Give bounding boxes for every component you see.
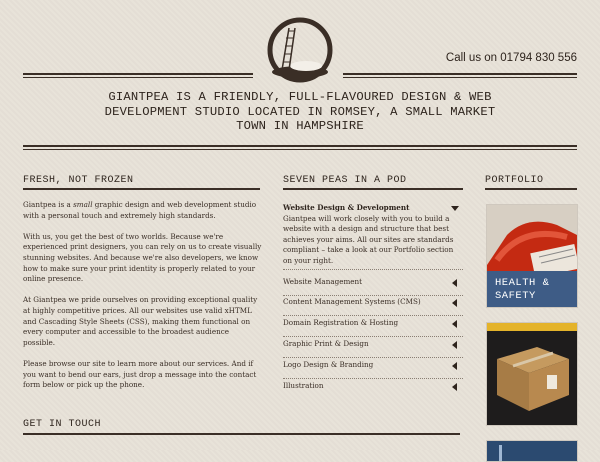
intro-p1-a: Giantpea is a	[23, 200, 74, 209]
portfolio-label-line-2: SAFETY	[495, 289, 536, 302]
intro-paragraph-2: With us, you get the best of two worlds. Because we're experienced print designers, you can rely on us to create visually stunning websites. And because we're also developers, we know how to make sure your print identity is properly related to your online presence.	[23, 231, 262, 284]
intro-text	[23, 200, 263, 401]
expand-arrow-icon	[452, 383, 457, 391]
giantpea-logo[interactable]	[258, 12, 342, 84]
service-item-label: Domain Registration & Hosting	[283, 318, 399, 327]
intro-p1-b: graphic design and web development studio with a personal touch and extremely high standards.	[23, 200, 257, 220]
intro-paragraph-4: Please browse our site to learn more about our services. And if you want to bend our ears, just drop a message into the contact form below or pick up the phone.	[23, 358, 257, 390]
contact-heading: GET IN TOUCH	[23, 419, 102, 430]
collapse-arrow-icon[interactable]	[451, 206, 459, 211]
service-item-label: Website Management	[283, 277, 363, 286]
services-heading-rule	[283, 188, 463, 190]
expand-arrow-icon	[452, 341, 457, 349]
header-rule-left	[23, 73, 253, 75]
service-item-label: Illustration	[283, 381, 324, 390]
portfolio-item-third[interactable]	[486, 440, 578, 462]
tagline	[23, 90, 577, 134]
service-open-text: Giantpea will work closely with you to build a website with a design and structure that best achieves your aims. All our sites are standards compliant – take a look at our Portfolio section on your right.	[283, 213, 454, 265]
portfolio-thumb-image	[487, 441, 577, 461]
intro-paragraph-1	[23, 200, 263, 221]
expand-arrow-icon	[452, 299, 457, 307]
service-open-divider	[283, 269, 463, 270]
service-item-domain-hosting[interactable]	[283, 316, 463, 337]
service-item-cms[interactable]	[283, 295, 463, 316]
phone-number: Call us on 01794 830 556	[445, 52, 577, 64]
tagline-rule-thin	[23, 149, 577, 150]
portfolio-heading-rule	[485, 188, 577, 190]
service-open-item[interactable]	[283, 203, 463, 267]
service-item-label: Content Management Systems (CMS)	[283, 297, 421, 306]
service-item-label: Logo Design & Branding	[283, 360, 374, 369]
expand-arrow-icon	[452, 279, 457, 287]
header-rule-right	[343, 73, 577, 75]
intro-heading-rule	[23, 188, 260, 190]
portfolio-item-health-safety[interactable]	[486, 204, 578, 308]
service-item-graphic-print[interactable]	[283, 337, 463, 358]
header-rule-left-thin	[23, 77, 253, 78]
expand-arrow-icon	[452, 362, 457, 370]
expand-arrow-icon	[452, 320, 457, 328]
portfolio-item-label	[495, 277, 549, 302]
intro-p1-em: small	[73, 200, 93, 209]
tagline-line-1: GIANTPEA IS A FRIENDLY, FULL-FLAVOURED DESIGN & WEB	[108, 90, 492, 104]
tagline-line-2: DEVELOPMENT STUDIO LOCATED IN ROMSEY, A SMALL MARKET	[104, 104, 496, 119]
service-item-illustration[interactable]	[283, 379, 463, 399]
portfolio-heading: PORTFOLIO	[485, 175, 544, 186]
intro-paragraph-3: At Giantpea we pride ourselves on providing exceptional quality at highly competitive prices. All our websites use valid xHTML and Cascading Style Sheets (CSS), making them functional on every computer and accessible to the broadest audience possible.	[23, 295, 258, 347]
intro-heading: FRESH, NOT FROZEN	[23, 175, 134, 186]
services-heading: SEVEN PEAS IN A POD	[283, 175, 407, 186]
cardboard-box-image	[487, 323, 577, 425]
service-open-title[interactable]: Website Design & Development	[283, 203, 410, 212]
contact-heading-rule	[23, 433, 460, 435]
service-item-label: Graphic Print & Design	[283, 339, 369, 348]
tagline-rule-thick	[23, 145, 577, 147]
tagline-line-3: TOWN IN HAMPSHIRE	[236, 119, 364, 133]
service-item-logo-design[interactable]	[283, 358, 463, 379]
header-rule-right-thin	[343, 77, 577, 78]
portfolio-item-packaging[interactable]	[486, 322, 578, 426]
portfolio-label-line-1: HEALTH &	[495, 277, 550, 289]
service-item-website-management[interactable]	[283, 275, 463, 296]
